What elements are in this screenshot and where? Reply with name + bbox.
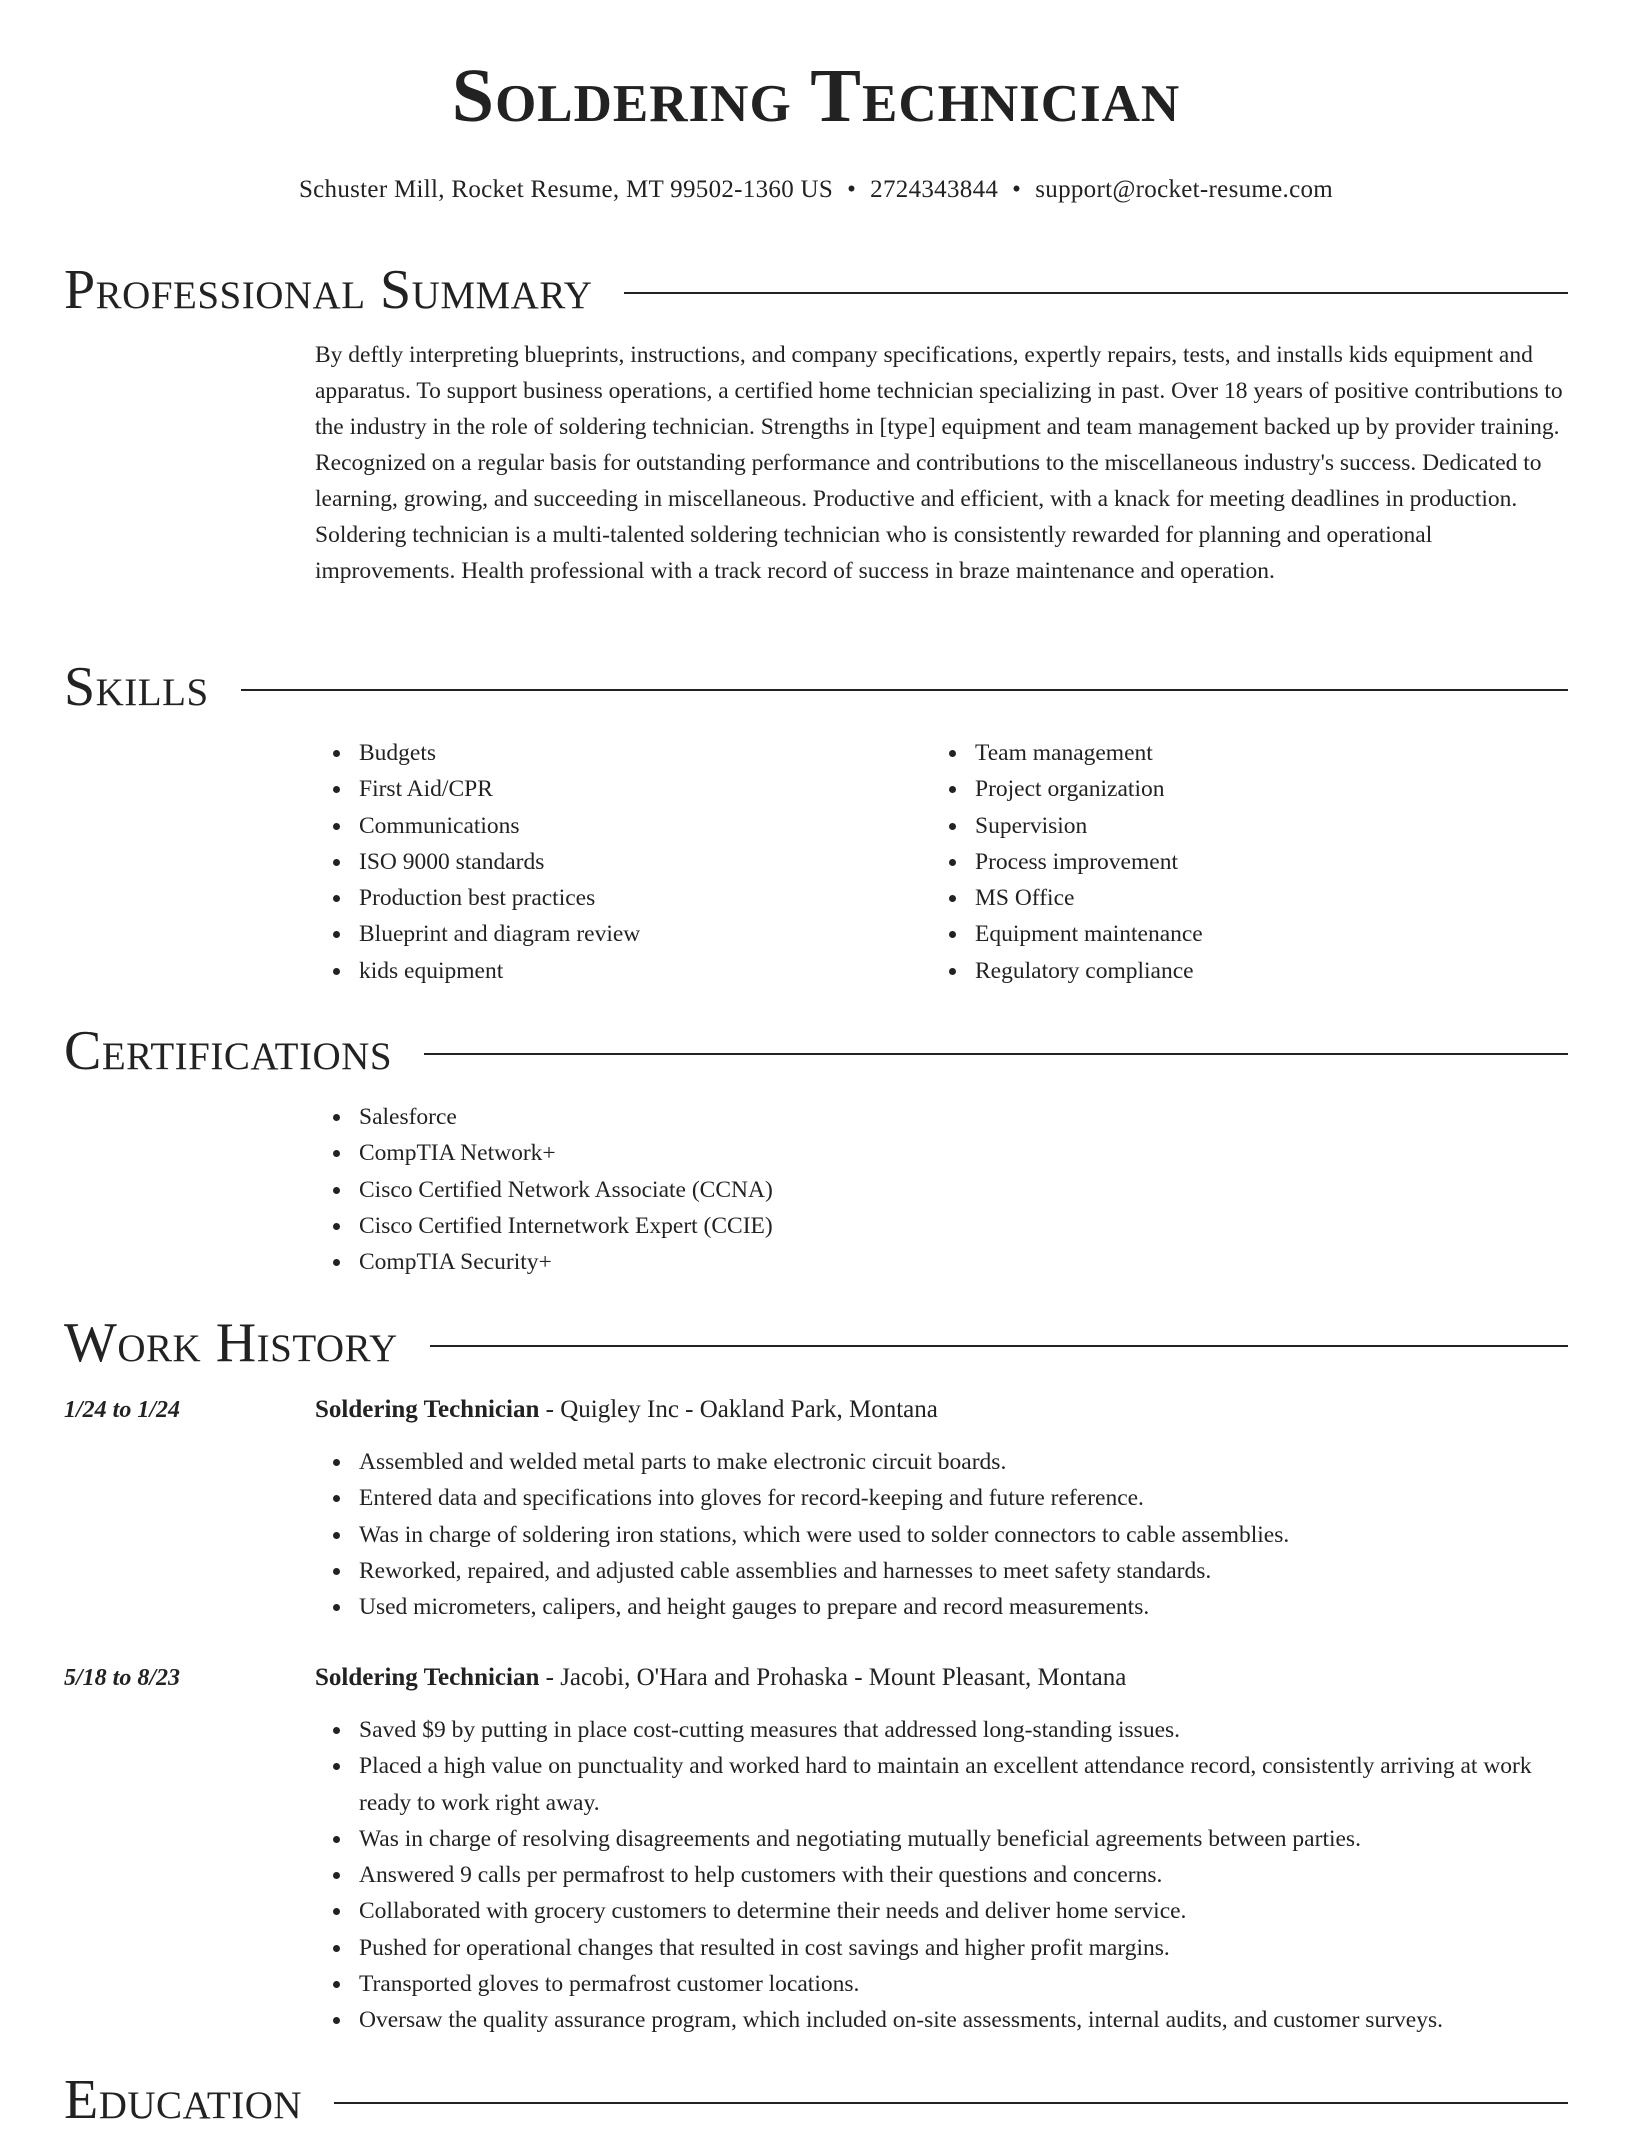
skill-item: Budgets [315,735,915,771]
contact-address: Schuster Mill, Rocket Resume, MT 99502-1360 US [298,176,834,203]
job-bullet: Placed a high value on punctuality and worked hard to maintain an excellent attendance record, consistently arriving at work ready to work right away. [315,1748,1568,1821]
job-heading [315,1660,1126,1696]
section-title-work-history: Work History [64,1312,398,1374]
job-employer: - Quigley Inc - Oakland Park, Montana [539,1396,938,1423]
job-bullet: Answered 9 calls per permafrost to help customers with their questions and concerns. [315,1857,1568,1893]
job-employer: - Jacobi, O'Hara and Prohaska - Mount Pleasant, Montana [539,1664,1127,1691]
certification-item: Salesforce [315,1099,1568,1135]
section-header-work-history [64,1312,1568,1374]
section-divider [624,292,1568,294]
job-bullets [315,1712,1568,2039]
certification-item: CompTIA Security+ [315,1244,1568,1280]
skill-item: ISO 9000 standards [315,844,915,880]
certification-item: Cisco Certified Network Associate (CCNA) [315,1172,1568,1208]
job-bullet: Collaborated with grocery customers to determine their needs and deliver home service. [315,1893,1568,1929]
skills-column-left [315,735,915,989]
section-divider [334,2102,1568,2104]
certifications-block [315,1099,1568,1280]
skill-item: Equipment maintenance [931,916,1531,952]
job-bullet-list [315,1712,1568,2039]
contact-email[interactable]: support@rocket-resume.com [1035,176,1334,203]
contact-phone: 2724343844 [870,176,999,203]
job-bullet: Assembled and welded metal parts to make electronic circuit boards. [315,1444,1568,1480]
job-bullet: Was in charge of resolving disagreements and negotiating mutually beneficial agreements between parties. [315,1821,1568,1857]
skill-item: Supervision [931,808,1531,844]
job-bullet: Saved $9 by putting in place cost-cutting measures that addressed long-standing issues. [315,1712,1568,1748]
skill-item: Process improvement [931,844,1531,880]
section-title-certifications: Certifications [64,1020,393,1082]
job-title: Soldering Technician [315,1664,540,1691]
skill-item: MS Office [931,880,1531,916]
job-bullet: Oversaw the quality assurance program, which included on-site assessments, internal audits, and customer surveys. [315,2002,1568,2038]
job-bullet-list [315,1444,1568,1625]
section-header-certifications [64,1020,1568,1082]
job-bullet: Reworked, repaired, and adjusted cable assemblies and harnesses to meet safety standards. [315,1553,1568,1589]
job-title: Soldering Technician [315,1396,540,1423]
candidate-name: Soldering Technician [451,54,1181,138]
section-header-summary [64,259,1568,321]
certification-item: Cisco Certified Internetwork Expert (CCIE) [315,1208,1568,1244]
section-divider [424,1053,1568,1055]
job-dates: 5/18 to 8/23 [64,1665,181,1691]
job-dates: 1/24 to 1/24 [64,1397,181,1423]
job-bullet: Transported gloves to permafrost customer locations. [315,1966,1568,2002]
skill-item: Blueprint and diagram review [315,916,915,952]
skills-list-right [931,735,1531,989]
section-header-skills [64,656,1568,718]
contact-separator: • [1012,176,1022,203]
skills-list-left [315,735,915,989]
skill-item: Project organization [931,771,1531,807]
job-bullet: Entered data and specifications into gloves for record-keeping and future reference. [315,1480,1568,1516]
skill-item: Communications [315,808,915,844]
section-title-education: Education [64,2069,303,2131]
job-bullet: Pushed for operational changes that resulted in cost savings and higher profit margins. [315,1930,1568,1966]
skills-column-right [931,735,1531,989]
job-bullet: Used micrometers, calipers, and height gauges to prepare and record measurements. [315,1589,1568,1625]
contact-separator: • [847,176,857,203]
section-divider [241,689,1568,691]
job-heading [315,1392,938,1428]
job-bullet: Was in charge of soldering iron stations, which were used to solder connectors to cable assemblies. [315,1517,1568,1553]
section-divider [430,1345,1568,1347]
skill-item: Production best practices [315,880,915,916]
section-header-education [64,2069,1568,2131]
skill-item: kids equipment [315,953,915,989]
job-bullets [315,1444,1568,1625]
contact-line [64,176,1568,204]
summary-text: By deftly interpreting blueprints, instructions, and company specifications, expertly repairs, tests, and installs kids equipment and apparatus. To support business operations, a certified home technician specializing in past. Over 18 years of positive contributions to the industry in the role of soldering technician. Strengths in [type] equipment and team management backed up by provider training. Recognized on a regular basis for outstanding performance and contributions to the miscellaneous industry's success. Dedicated to learning, growing, and succeeding in miscellaneous. Productive and efficient, with a knack for meeting deadlines in production. Soldering technician is a multi-talented soldering technician who is consistently rewarded for planning and operational improvements. Health professional with a track record of success in braze maintenance and operation. [315,342,1563,584]
certification-item: CompTIA Network+ [315,1135,1568,1171]
skill-item: Team management [931,735,1531,771]
section-title-summary: Professional Summary [64,259,593,321]
section-title-skills: Skills [64,656,209,718]
certifications-list [315,1099,1568,1280]
skill-item: Regulatory compliance [931,953,1531,989]
skill-item: First Aid/CPR [315,771,915,807]
